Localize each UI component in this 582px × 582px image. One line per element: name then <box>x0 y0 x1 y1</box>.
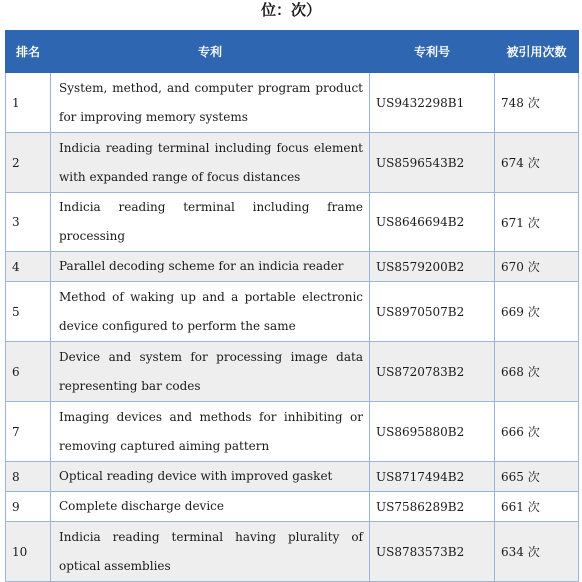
table-row <box>6 193 579 252</box>
patent-number-cell: US8970507B2 <box>370 282 495 342</box>
rank-cell: 8 <box>6 462 51 492</box>
rank-cell: 1 <box>6 73 51 133</box>
citation-count-cell: 674 次 <box>495 133 579 193</box>
header-number: 专利号 <box>370 31 495 73</box>
table-row <box>6 252 579 282</box>
citation-count-cell: 669 次 <box>495 282 579 342</box>
rank-cell: 3 <box>6 193 51 252</box>
header-rank: 排名 <box>6 31 51 73</box>
header-patent: 专利 <box>51 31 370 73</box>
citation-count-cell: 666 次 <box>495 402 579 462</box>
citation-count-cell: 661 次 <box>495 492 579 522</box>
table-row <box>6 342 579 402</box>
patent-number-cell: US8783573B2 <box>370 522 495 582</box>
header-citations: 被引用次数 <box>495 31 579 73</box>
patent-number-cell: US8720783B2 <box>370 342 495 402</box>
rank-cell: 9 <box>6 492 51 522</box>
patent-name-cell: Indicia reading terminal including frame processing <box>51 193 370 252</box>
rank-cell: 6 <box>6 342 51 402</box>
citation-count-cell: 670 次 <box>495 252 579 282</box>
table-row <box>6 492 579 522</box>
citation-count-cell: 668 次 <box>495 342 579 402</box>
patent-number-cell: US7586289B2 <box>370 492 495 522</box>
patent-number-cell: US8596543B2 <box>370 133 495 193</box>
table-row <box>6 462 579 492</box>
patent-name-cell: Method of waking up and a portable electronic device configured to perform the same <box>51 282 370 342</box>
citation-count-cell: 671 次 <box>495 193 579 252</box>
patent-name-cell: System, method, and computer program product for improving memory systems <box>51 73 370 133</box>
rank-cell: 7 <box>6 402 51 462</box>
citation-count-cell: 665 次 <box>495 462 579 492</box>
rank-cell: 5 <box>6 282 51 342</box>
patent-number-cell: US8695880B2 <box>370 402 495 462</box>
table-title <box>0 0 582 30</box>
patent-citation-table <box>5 30 579 582</box>
table-header-row <box>6 31 579 73</box>
patent-number-cell: US8717494B2 <box>370 462 495 492</box>
rank-cell: 2 <box>6 133 51 193</box>
patent-name-cell: Indicia reading terminal including focus element with expanded range of focus distances <box>51 133 370 193</box>
patent-name-cell: Optical reading device with improved gasket <box>51 462 370 492</box>
patent-name-cell: Indicia reading terminal having plurality of optical assemblies <box>51 522 370 582</box>
table-row <box>6 402 579 462</box>
patent-name-cell: Imaging devices and methods for inhibiting or removing captured aiming pattern <box>51 402 370 462</box>
patent-number-cell: US8646694B2 <box>370 193 495 252</box>
rank-cell: 10 <box>6 522 51 582</box>
citation-count-cell: 748 次 <box>495 73 579 133</box>
table-row <box>6 133 579 193</box>
patent-number-cell: US8579200B2 <box>370 252 495 282</box>
patent-number-cell: US9432298B1 <box>370 73 495 133</box>
table-row <box>6 73 579 133</box>
patent-name-cell: Device and system for processing image data representing bar codes <box>51 342 370 402</box>
patent-name-cell: Complete discharge device <box>51 492 370 522</box>
patent-name-cell: Parallel decoding scheme for an indicia reader <box>51 252 370 282</box>
table-row <box>6 522 579 582</box>
rank-cell: 4 <box>6 252 51 282</box>
table-row <box>6 282 579 342</box>
citation-count-cell: 634 次 <box>495 522 579 582</box>
table-title-tail: 位：次） <box>260 1 321 19</box>
